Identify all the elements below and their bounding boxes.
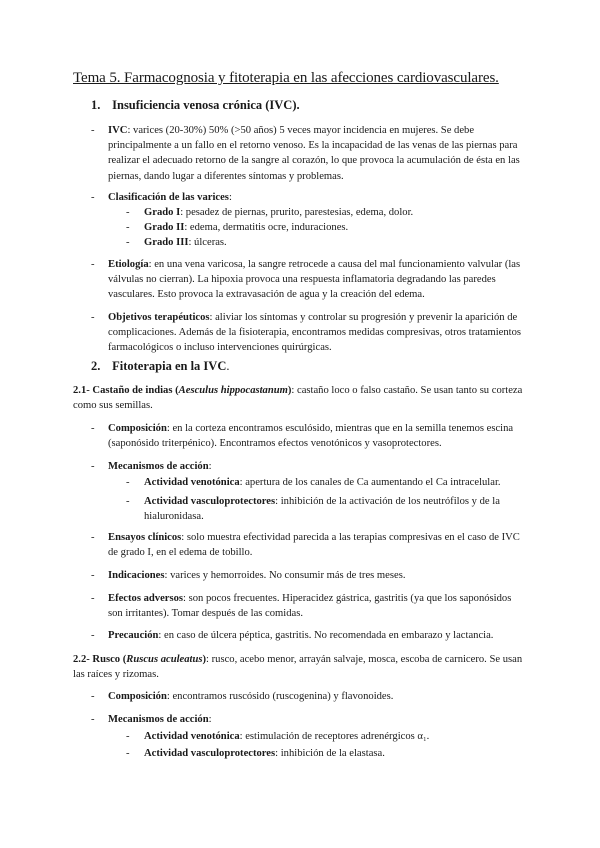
bullet-dash: - xyxy=(91,423,95,434)
efectos-label: Efectos adversos xyxy=(108,593,184,604)
section-1-heading xyxy=(91,98,300,113)
document-title: Tema 5. Farmacognosia y fitoterapia en las afecciones cardiovasculares. xyxy=(73,70,499,86)
grado-1-label: Grado I xyxy=(144,207,181,218)
sub-bullet-dash: - xyxy=(126,222,130,233)
bullet-dash: - xyxy=(91,312,95,323)
rusco-description: : rusco, acebo menor, arrayán salvaje, mosca, escoba de carnicero. Se usan las raíces y rizomas. xyxy=(73,654,523,681)
bullet-dash: - xyxy=(91,259,95,270)
bullet-dash: - xyxy=(91,691,95,702)
bullet-dash: - xyxy=(91,630,95,641)
objetivos-text: : aliviar los síntomas y controlar su progresión y prevenir la aparición de complicaciones. Además de la fisioterapia, encontramos medidas compresivas, otros tratamientos farmacológicos o incluso intervenciones quirúrgicas. xyxy=(108,312,522,354)
ivc-text: : varices (20-30%) 50% (>50 años) 5 veces mayor incidencia en mujeres. Se debe principalmente a un fallo en el retorno venoso. Es la incapacidad de las venas de las piernas para realizar el adecuado retorno de la sangre al corazón, lo que provoca la acumulación de ésta en las piernas, dando lugar a diferentes síntomas y problemas. xyxy=(108,125,520,182)
document-page: Tema 5. Farmacognosia y fitoterapia en las afecciones cardiovasculares. 1. Insuficiencia venosa crónica (IVC). - IVC: varices (20-30%) 50% (>50 años) 5 veces mayor incidencia en mujeres. Se debe principalmente a un fallo en el retorno venoso. Es la incapacidad de las venas de las piernas para realizar el adecuado retorno de la sangre al corazón, lo que provoca la acumulación de ésta en las piernas, dando lugar a diferentes síntomas y problemas. - Clasificación de las varices: - Grado I: pesadez de piernas, prurito, parestesias, edema, dolor. - Grado II: edema, dermatitis ocre, induraciones. - Grado III: úlceras. - Etiología: en una vena varicosa, la sangre retrocede a causa del mal funcionamiento valvular (las válvulas no cierran). La hipoxia provoca una respuesta inflamatoria degradando las paredes vasculares. Esto provoca la extravasación de agua y la creación del edema. - Objetivos terapéuticos: aliviar los síntomas y controlar su progresión y prevenir la aparición de complicaciones. Además de la fisioterapia, encontramos medidas compresivas, otros tratamientos farmacológicos o incluso intervenciones quirúrgicas. 2. Fitoterapia en la IVC. 2.1- Castaño de indias (Aesculus hippocastanum): castaño loco o falso castaño. Se usan tanto su corteza como sus semillas. - Composición: en la corteza encontramos esculósido, mientras que en la semilla tenemos escina (saponósido triterpénico). Encontramos efectos venotónicos y vasoprotectores. - Mecanismos de acción: - Actividad venotónica: apertura de los canales de Ca aumentando el Ca intracelular. - Actividad vasculoprotectores: inhibición de la activación de los neutrófilos y de la hialuronidasa. - Ensayos clínicos: solo muestra efectividad parecida a las terapias compresivas en el caso de IVC de grado I, en el edema de tobillo. - Indicaciones: varices y hemorroides. No consumir más de tres meses. - Efectos adversos: son pocos frecuentes. Hiperacidez gástrica, gastritis (ya que los saponósidos son irritantes). Tomar después de las comidas. - Precaución: en caso de úlcera péptica, gastritis. No recomendada en embarazo y lactancia. 2.2- Rusco (Ruscus aculeatus): rusco, acebo menor, arrayán salvaje, mosca, escoba de carnicero. Se usan las raíces y rizomas. - Composición: encontramos ruscósido (ruscogenina) y flavonoides. - Mecanismos de acción: - Actividad venotónica: estimulación de receptores adrenérgicos α₁. - Actividad vasculoprotectores: inhibición de la elastasa. xyxy=(0,0,600,848)
sub-bullet-dash: - xyxy=(126,477,130,488)
clasificacion-label: Clasificación de las varices xyxy=(108,192,229,203)
objetivos-label: Objetivos terapéuticos xyxy=(108,312,210,323)
section-2-heading: 2. Fitoterapia en la IVC. xyxy=(91,359,230,373)
bullet-dash: - xyxy=(91,532,95,543)
mecanismos-label: Mecanismos de acción xyxy=(108,461,209,472)
precaucion-label: Precaución xyxy=(108,630,159,641)
sub-bullet-dash: - xyxy=(126,237,130,248)
sub-bullet-dash: - xyxy=(126,748,130,759)
sub-bullet-dash: - xyxy=(126,496,130,507)
castano-description: : castaño loco o falso castaño. Se usan tanto su corteza como sus semillas. xyxy=(73,385,523,412)
sub-bullet-dash: - xyxy=(126,731,130,742)
section-1-number: 1. xyxy=(91,98,101,112)
bullet-dash: - xyxy=(91,461,95,472)
bullet-dash: - xyxy=(91,192,95,203)
rusco-heading: 2.2- Rusco (Ruscus aculeatus): rusco, acebo menor, arrayán salvaje, mosca, escoba de carnicero. Se usan las raíces y rizomas. xyxy=(73,654,523,681)
grado-3-label: Grado III xyxy=(144,237,189,248)
bullet-dash: - xyxy=(91,593,95,604)
bullet-dash: - xyxy=(91,570,95,581)
sub-bullet-dash: - xyxy=(126,207,130,218)
grado-2-label: Grado II xyxy=(144,222,185,233)
ivc-label: IVC xyxy=(108,125,128,136)
section-2-number: 2. xyxy=(91,359,101,373)
rusco-latin-name: Ruscus aculeatus xyxy=(126,654,203,665)
castano-heading: 2.1- Castaño de indias (Aesculus hippocastanum): castaño loco o falso castaño. Se usan tanto su corteza como sus semillas. xyxy=(73,385,523,412)
indicaciones-label: Indicaciones xyxy=(108,570,165,581)
section-1-title: Insuficiencia venosa crónica (IVC). xyxy=(112,98,300,112)
section-2-title: Fitoterapia en la IVC xyxy=(112,359,227,373)
composicion-label: Composición xyxy=(108,423,167,434)
composicion-label: Composición xyxy=(108,691,167,702)
etiologia-text: : en una vena varicosa, la sangre retrocede a causa del mal funcionamiento valvular (las válvulas no cierran). La hipoxia provoca una respuesta inflamatoria degradando las paredes vasculares. Esto provoca la extravasación de agua y la creación del edema. xyxy=(108,259,521,301)
bullet-dash: - xyxy=(91,714,95,725)
ensayos-label: Ensayos clínicos xyxy=(108,532,182,543)
bullet-dash: - xyxy=(91,125,95,136)
mecanismos-label: Mecanismos de acción xyxy=(108,714,209,725)
etiologia-label: Etiología xyxy=(108,259,149,270)
castano-latin-name: Aesculus hippocastanum xyxy=(178,385,288,396)
